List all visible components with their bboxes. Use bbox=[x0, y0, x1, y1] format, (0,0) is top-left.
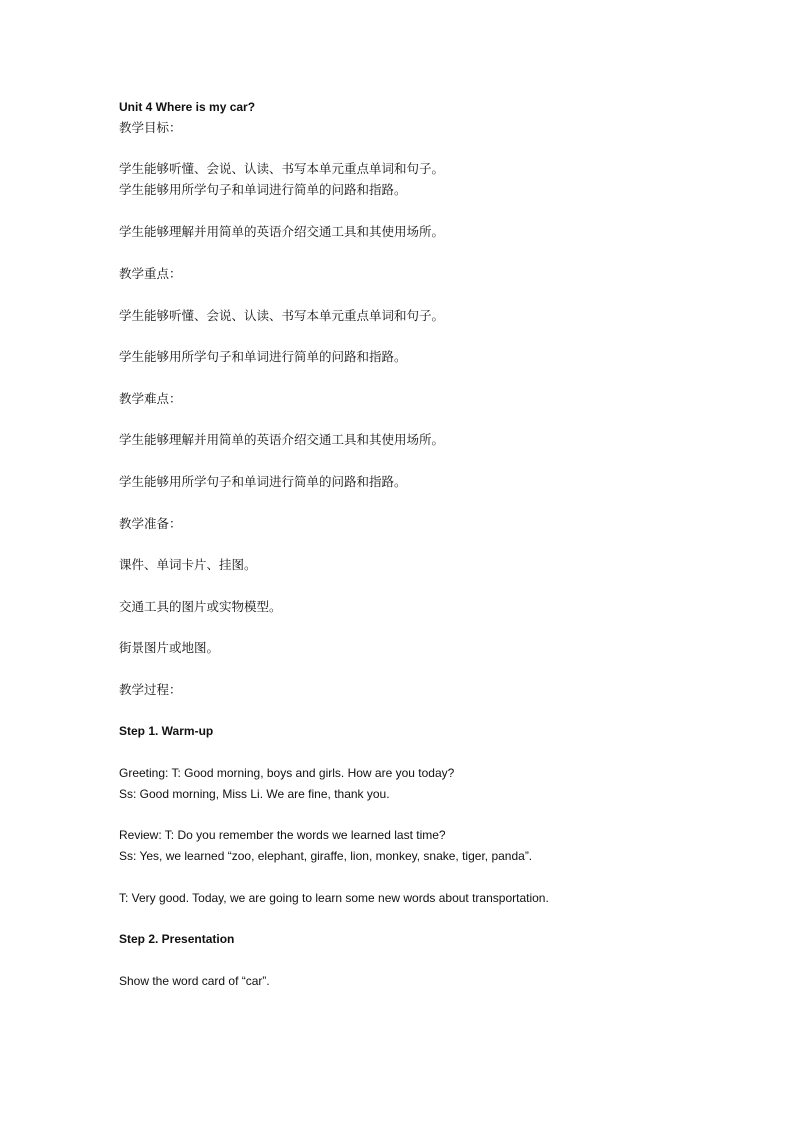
difficulty-line: 学生能够用所学句子和单词进行简单的问路和指路。 bbox=[119, 474, 407, 489]
preparation-line: 街景图片或地图。 bbox=[119, 640, 220, 655]
step1-line: Review: T: Do you remember the words we learned last time? bbox=[119, 828, 446, 842]
preparation-heading: 教学准备： bbox=[119, 516, 182, 531]
step2-line: Show the word card of “car”. bbox=[119, 974, 270, 988]
step1-line: Ss: Good morning, Miss Li. We are fine, thank you. bbox=[119, 787, 390, 801]
preparation-line: 课件、单词卡片、挂图。 bbox=[119, 557, 257, 572]
difficulty-line: 学生能够理解并用简单的英语介绍交通工具和其使用场所。 bbox=[119, 432, 445, 447]
step1-line: T: Very good. Today, we are going to learn some new words about transportation. bbox=[119, 891, 549, 905]
document-title: Unit 4 Where is my car? bbox=[119, 100, 256, 114]
objectives-heading: 教学目标： bbox=[119, 120, 182, 135]
step2-heading: Step 2. Presentation bbox=[119, 932, 235, 946]
objective-line: 学生能够听懂、会说、认读、书写本单元重点单词和句子。 bbox=[119, 161, 445, 176]
key-points-heading: 教学重点： bbox=[119, 266, 182, 281]
preparation-line: 交通工具的图片或实物模型。 bbox=[119, 599, 282, 614]
key-point-line: 学生能够用所学句子和单词进行简单的问路和指路。 bbox=[119, 349, 407, 364]
process-heading: 教学过程： bbox=[119, 682, 182, 697]
objective-line: 学生能够用所学句子和单词进行简单的问路和指路。 bbox=[119, 182, 407, 197]
step1-line: Greeting: T: Good morning, boys and girls. How are you today? bbox=[119, 766, 455, 780]
objective-line: 学生能够理解并用简单的英语介绍交通工具和其使用场所。 bbox=[119, 224, 445, 239]
key-point-line: 学生能够听懂、会说、认读、书写本单元重点单词和句子。 bbox=[119, 308, 445, 323]
difficulties-heading: 教学难点： bbox=[119, 391, 182, 406]
step1-line: Ss: Yes, we learned “zoo, elephant, giraffe, lion, monkey, snake, tiger, panda”. bbox=[119, 849, 533, 863]
step1-heading: Step 1. Warm-up bbox=[119, 724, 214, 738]
